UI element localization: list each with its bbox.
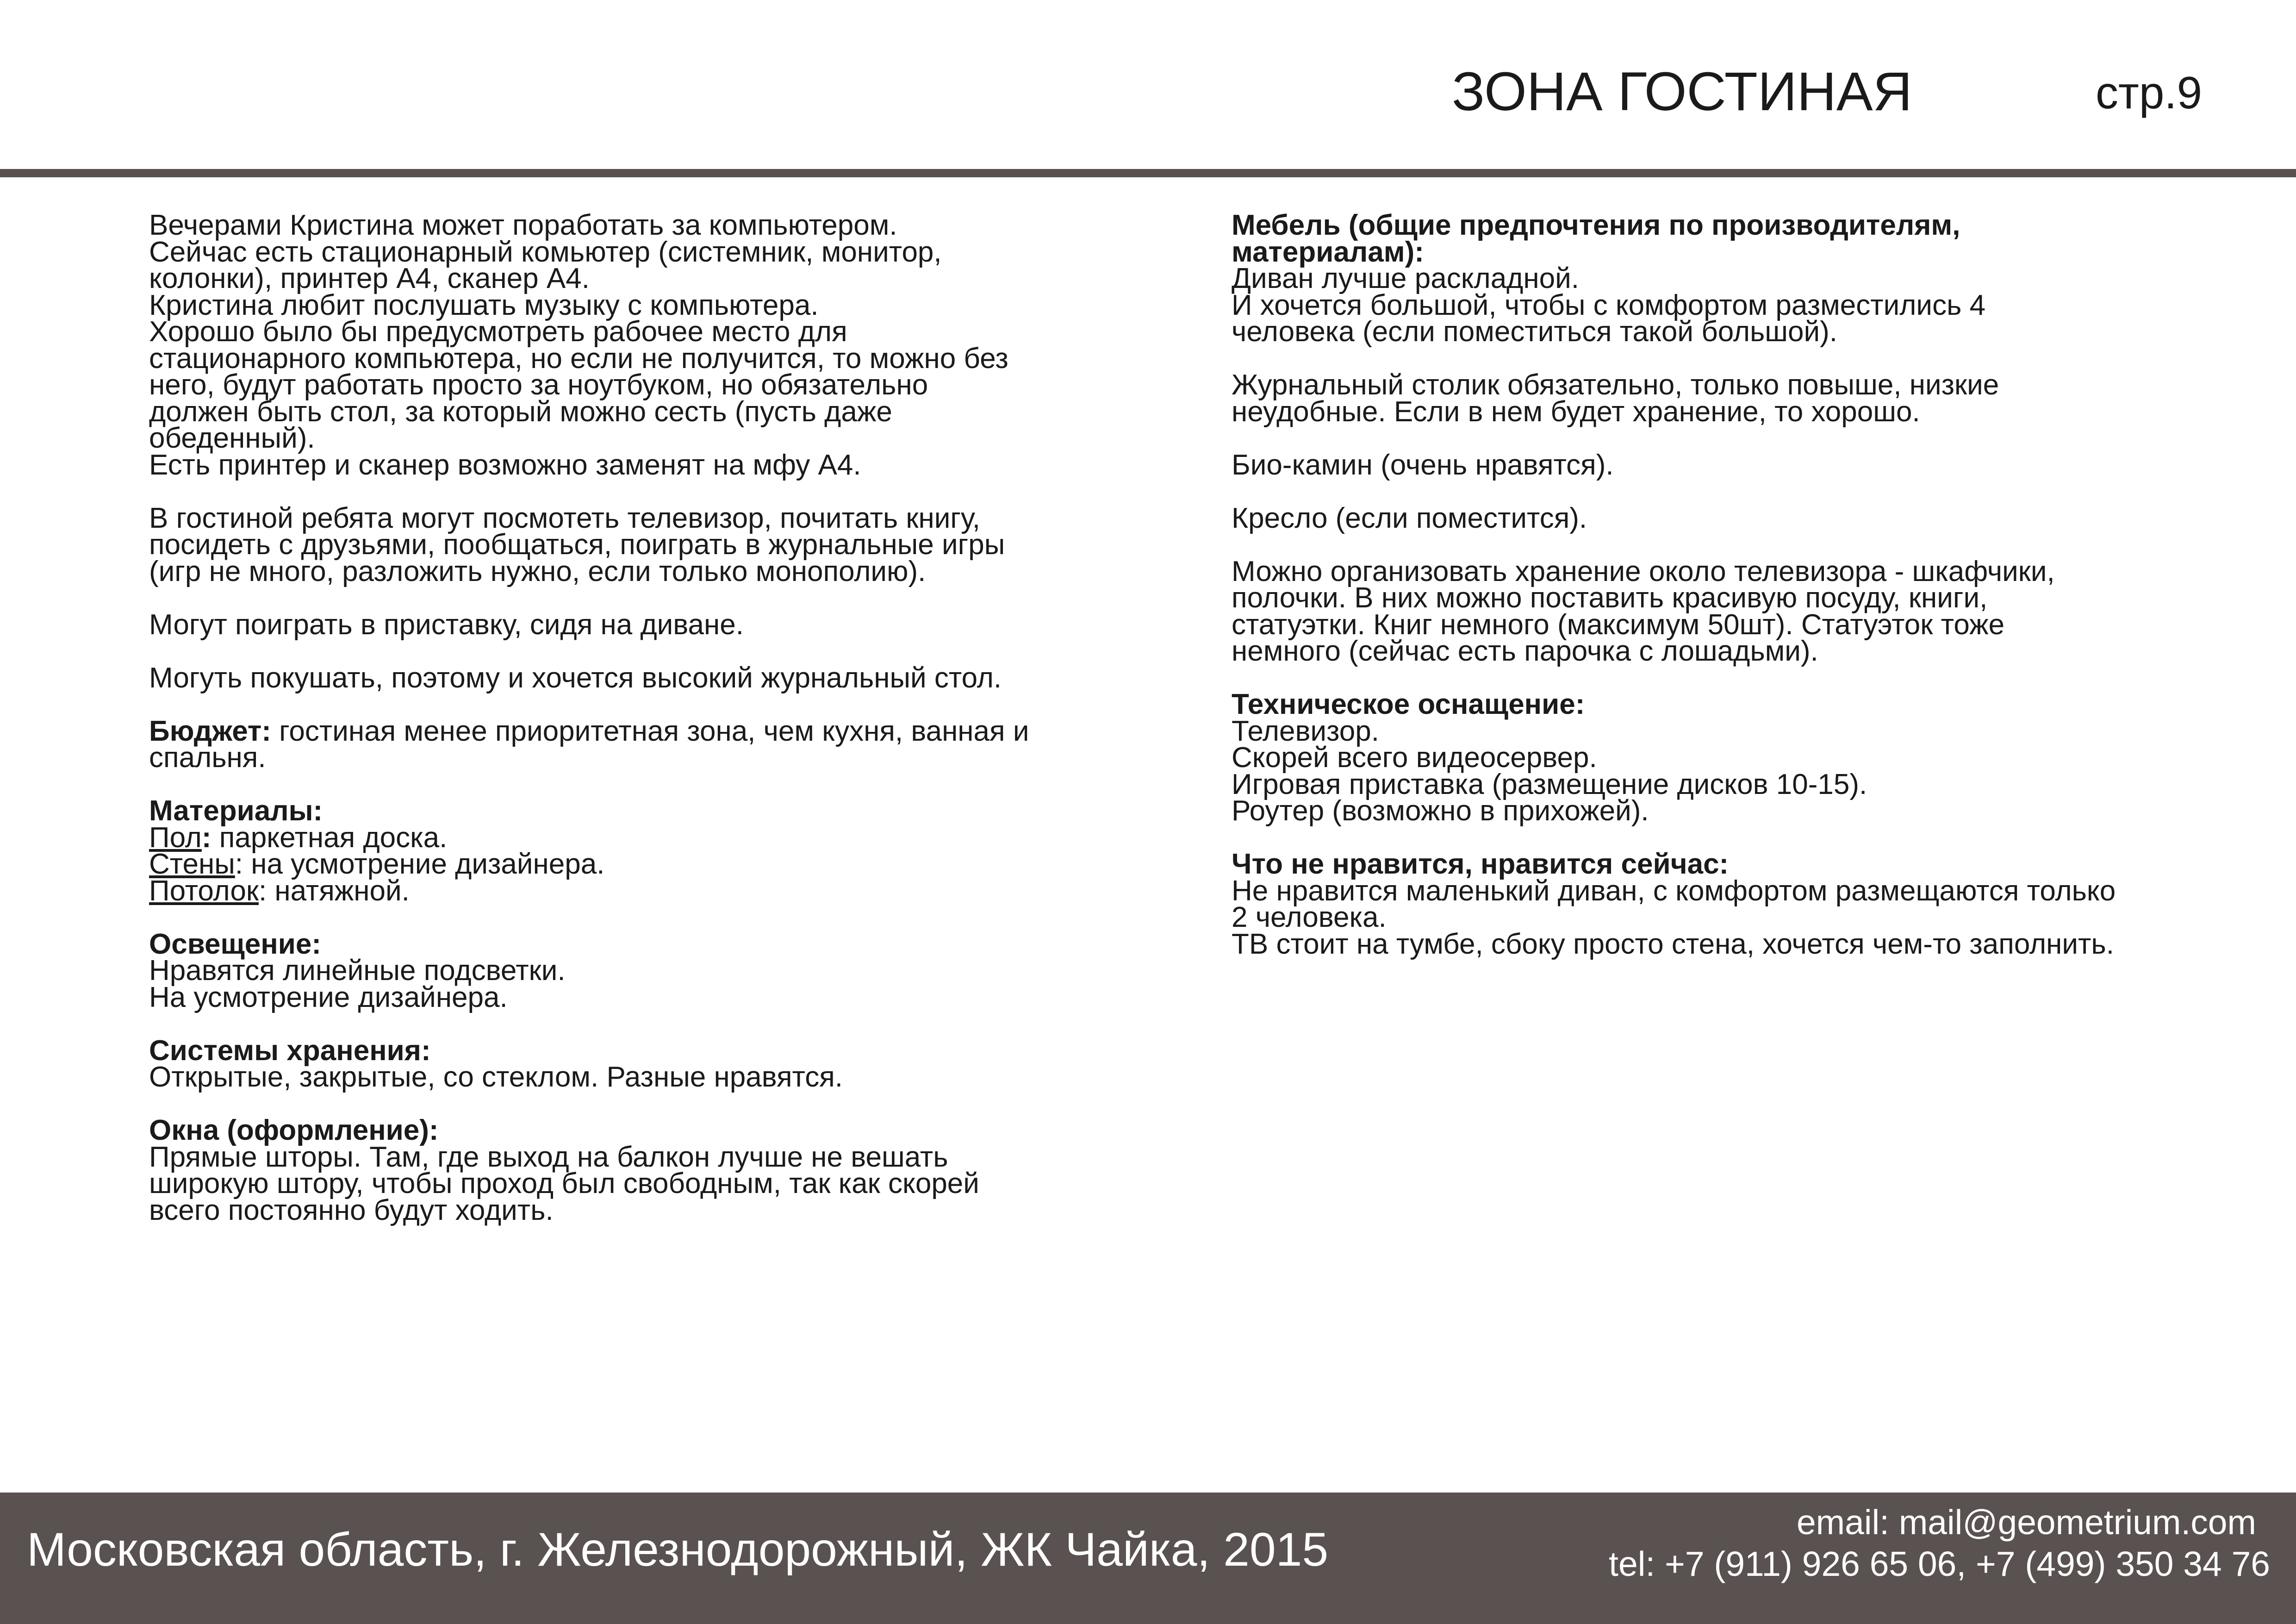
lighting-heading: Освещение: xyxy=(149,928,321,960)
floor-colon: : xyxy=(201,821,212,854)
likes-section xyxy=(1232,848,2208,960)
left-column xyxy=(149,209,1126,1250)
page-number: стр.9 xyxy=(2096,67,2203,118)
walls-label: Стены xyxy=(149,848,235,880)
tech-text: Телевизор. Скорей всего видеосервер. Игровая приставка (размещение дисков 10-15). Роутер (возможно в прихожей). xyxy=(1232,715,1867,827)
windows-text: Прямые шторы. Там, где выход на балкон лучше не вешать широкую штору, чтобы проход был свободным, так как скорей всего постоянно будут ходить. xyxy=(149,1141,979,1226)
windows-section xyxy=(149,1114,1126,1226)
furniture-section xyxy=(1232,209,2208,348)
lighting-text: Нравятся линейные подсветки. На усмотрение дизайнера. xyxy=(149,955,566,1013)
footer-address: Московская область, г. Железнодорожный, ЖК Чайка, 2015 xyxy=(27,1523,1329,1576)
budget-text: гостиная менее приоритетная зона, чем кухня, ванная и спальня. xyxy=(149,715,1029,774)
storage-text: Открытые, закрытые, со стеклом. Разные нравятся. xyxy=(149,1061,843,1093)
work-paragraph: Вечерами Кристина может поработать за компьютером. Сейчас есть стационарный комьютер (системник, монитор, колонки), принтер А4, сканер А4. Кристина любит послушать музыку с компьютера. Хорошо было бы предусмотреть рабочее место для стационарного компьютера, но если не получится, то можно без него, будут работать просто за ноутбуком, но обязательно должен быть стол, за который можно сесть (пусть даже обеденный). Есть принтер и сканер возможно заменят на мфу А4. xyxy=(149,209,1008,481)
budget-label: Бюджет: xyxy=(149,715,271,747)
likes-text: Не нравится маленький диван, с комфортом размещаются только 2 человека. ТВ стоит на тумбе, сбоку просто стена, хочется чем-то заполнить. xyxy=(1232,874,2116,960)
right-column xyxy=(1232,209,2208,984)
furniture-heading: Мебель (общие предпочтения по производителям, материалам): xyxy=(1232,209,1960,268)
materials-section xyxy=(149,795,1126,907)
console-paragraph: Могут поиграть в приставку, сидя на диване. xyxy=(149,608,744,641)
leisure-paragraph: В гостиной ребята могут посмотеть телевизор, почитать книгу, посидеть с друзьями, пообщаться, поиграть в журнальные игры (игр не много, разложить нужно, если только монополию). xyxy=(149,502,1005,587)
materials-heading: Материалы: xyxy=(149,795,323,827)
walls-text: : на усмотрение дизайнера. xyxy=(235,848,605,880)
furniture-text: Диван лучше раскладной. И хочется большой, чтобы с комфортом разместились 4 человека (если поместиться такой большой). xyxy=(1232,262,1986,348)
tech-section xyxy=(1232,688,2208,827)
floor-text: паркетная доска. xyxy=(211,821,448,854)
coffee-table-paragraph: Журнальный столик обязательно, только повыше, низкие неудобные. Если в нем будет хранение, то хорошо. xyxy=(1232,369,1999,428)
floor-label: Пол xyxy=(149,821,202,854)
tech-heading: Техническое оснащение: xyxy=(1232,688,1585,720)
fireplace-paragraph: Био-камин (очень нравятся). xyxy=(1232,449,1614,481)
armchair-paragraph: Кресло (если поместится). xyxy=(1232,502,1587,534)
budget-paragraph xyxy=(149,715,1126,774)
likes-heading: Что не нравится, нравится сейчас: xyxy=(1232,848,1729,880)
storage-section xyxy=(149,1034,1126,1093)
windows-heading: Окна (оформление): xyxy=(149,1114,439,1146)
header-divider xyxy=(0,169,2296,177)
ceiling-text: : натяжной. xyxy=(258,874,410,907)
page-title: ЗОНА ГОСТИНАЯ xyxy=(1452,61,1912,122)
storage-heading: Системы хранения: xyxy=(149,1034,431,1067)
tv-storage-paragraph: Можно организовать хранение около телевизора - шкафчики, полочки. В них можно поставить красивую посуду, книги, статуэтки. Книг немного (максимум 50шт). Статуэток тоже немного (сейчас есть парочка с лошадьми). xyxy=(1232,555,2055,667)
footer-email: email: mail@geometrium.com xyxy=(1796,1503,2256,1542)
lighting-section xyxy=(149,928,1126,1013)
footer-bar xyxy=(0,1493,2296,1624)
footer-phone: tel: +7 (911) 926 65 06, +7 (499) 350 34 76 xyxy=(1609,1544,2270,1583)
eating-paragraph: Могуть покушать, поэтому и хочется высокий журнальный стол. xyxy=(149,662,1002,694)
ceiling-label: Потолок xyxy=(149,874,259,907)
